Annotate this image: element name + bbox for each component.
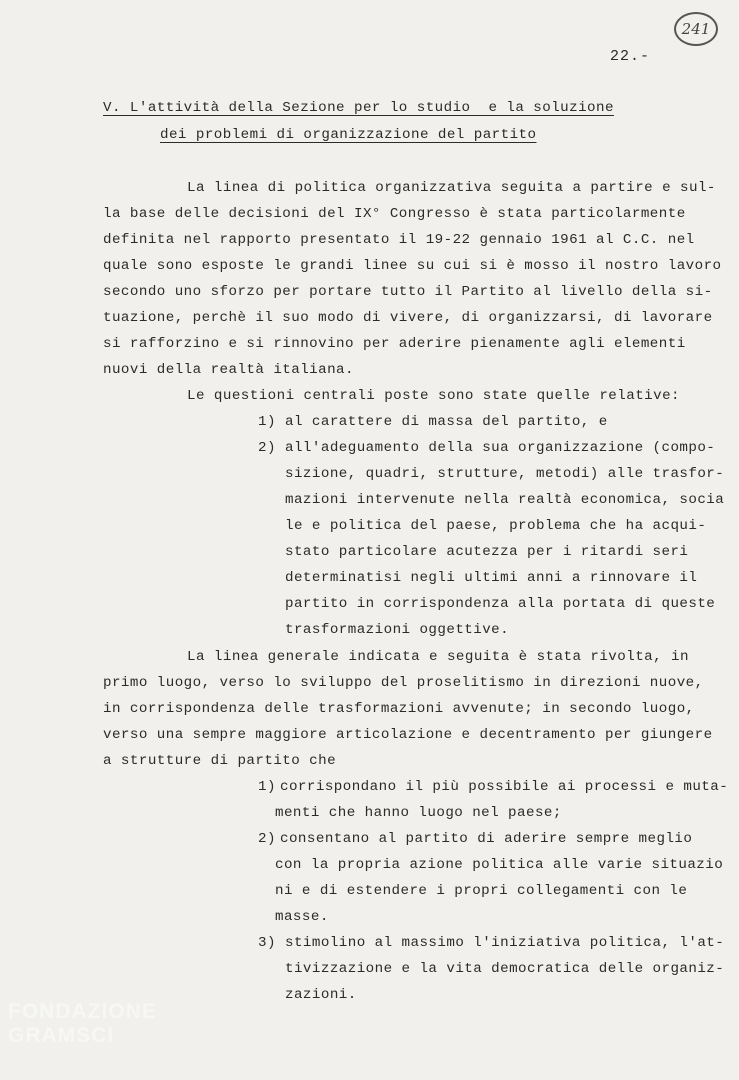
list-item-line: stimolino al massimo l'iniziativa politica, l'at- [285, 935, 725, 951]
list-number: 2) [258, 831, 276, 847]
paragraph1-line: quale sono esposte le grandi linee su cui si è mosso il nostro lavoro [103, 258, 722, 274]
paragraph1-line: secondo uno sforzo per portare tutto il Partito al livello della si- [103, 284, 713, 300]
list-item-line: corrispondano il più possibile ai processi e muta- [280, 779, 729, 795]
paragraph1-line: si rafforzino e si rinnovino per aderire pienamente agli elementi [103, 336, 686, 352]
paragraph3-line: primo luogo, verso lo sviluppo del proselitismo in direzioni nuove, [103, 675, 704, 691]
paragraph1-line: la base delle decisioni del IX° Congresso è stata particolarmente [103, 206, 686, 222]
list-item-line: consentano al partito di aderire sempre meglio [280, 831, 693, 847]
list-item-line: partito in corrispondenza alla portata di queste [285, 596, 716, 612]
paragraph1-line: La linea di politica organizzativa seguita a partire e sul- [187, 180, 716, 196]
list-item-line: menti che hanno luogo nel paese; [275, 805, 562, 821]
paragraph1-line: tuazione, perchè il suo modo di vivere, di organizzarsi, di lavorare [103, 310, 713, 326]
page-number: 22.- [610, 48, 651, 65]
paragraph3-line: in corrispondenza delle trasformazioni avvenute; in secondo luogo, [103, 701, 695, 717]
list-number: 3) [258, 935, 276, 951]
list-item-line: masse. [275, 909, 329, 925]
list-item-line: al carattere di massa del partito, e [285, 414, 608, 430]
list-item-line: tivizzazione e la vita democratica delle organiz- [285, 961, 725, 977]
section-title-line-1: V. L'attività della Sezione per lo studio e la soluzione [103, 100, 614, 116]
list-item-line: determinatisi negli ultimi anni a rinnovare il [285, 570, 698, 586]
list-item-line: mazioni intervenute nella realtà economica, socia [285, 492, 725, 508]
list-item-line: trasformazioni oggettive. [285, 622, 510, 638]
list-item-line: ni e di estendere i propri collegamenti con le [275, 883, 688, 899]
list-number: 1) [258, 414, 276, 430]
paragraph1-line: definita nel rapporto presentato il 19-22 gennaio 1961 al C.C. nel [103, 232, 695, 248]
list-item-line: le e politica del paese, problema che ha acqui- [285, 518, 707, 534]
paragraph3-line: La linea generale indicata e seguita è stata rivolta, in [187, 649, 689, 665]
paragraph3-line: verso una sempre maggiore articolazione e decentramento per giungere [103, 727, 713, 743]
paragraph2-intro: Le questioni centrali poste sono state quelle relative: [187, 388, 681, 404]
list-item-line: all'adeguamento della sua organizzazione (compo- [285, 440, 716, 456]
list-number: 2) [258, 440, 276, 456]
list-item-line: sizione, quadri, strutture, metodi) alle trasfor- [285, 466, 725, 482]
list-item-line: stato particolare acutezza per i ritardi seri [285, 544, 689, 560]
section-title-line-2: dei problemi di organizzazione del partito [160, 127, 537, 143]
list-item-line: con la propria azione politica alle varie situazio [275, 857, 724, 873]
list-number: 1) [258, 779, 276, 795]
archive-stamp: 241 [674, 12, 718, 46]
paragraph1-line: nuovi della realtà italiana. [103, 362, 354, 378]
paragraph3-line: a strutture di partito che [103, 753, 337, 769]
archive-watermark: FONDAZIONE GRAMSCI [8, 1000, 157, 1047]
list-item-line: zazioni. [285, 987, 357, 1003]
